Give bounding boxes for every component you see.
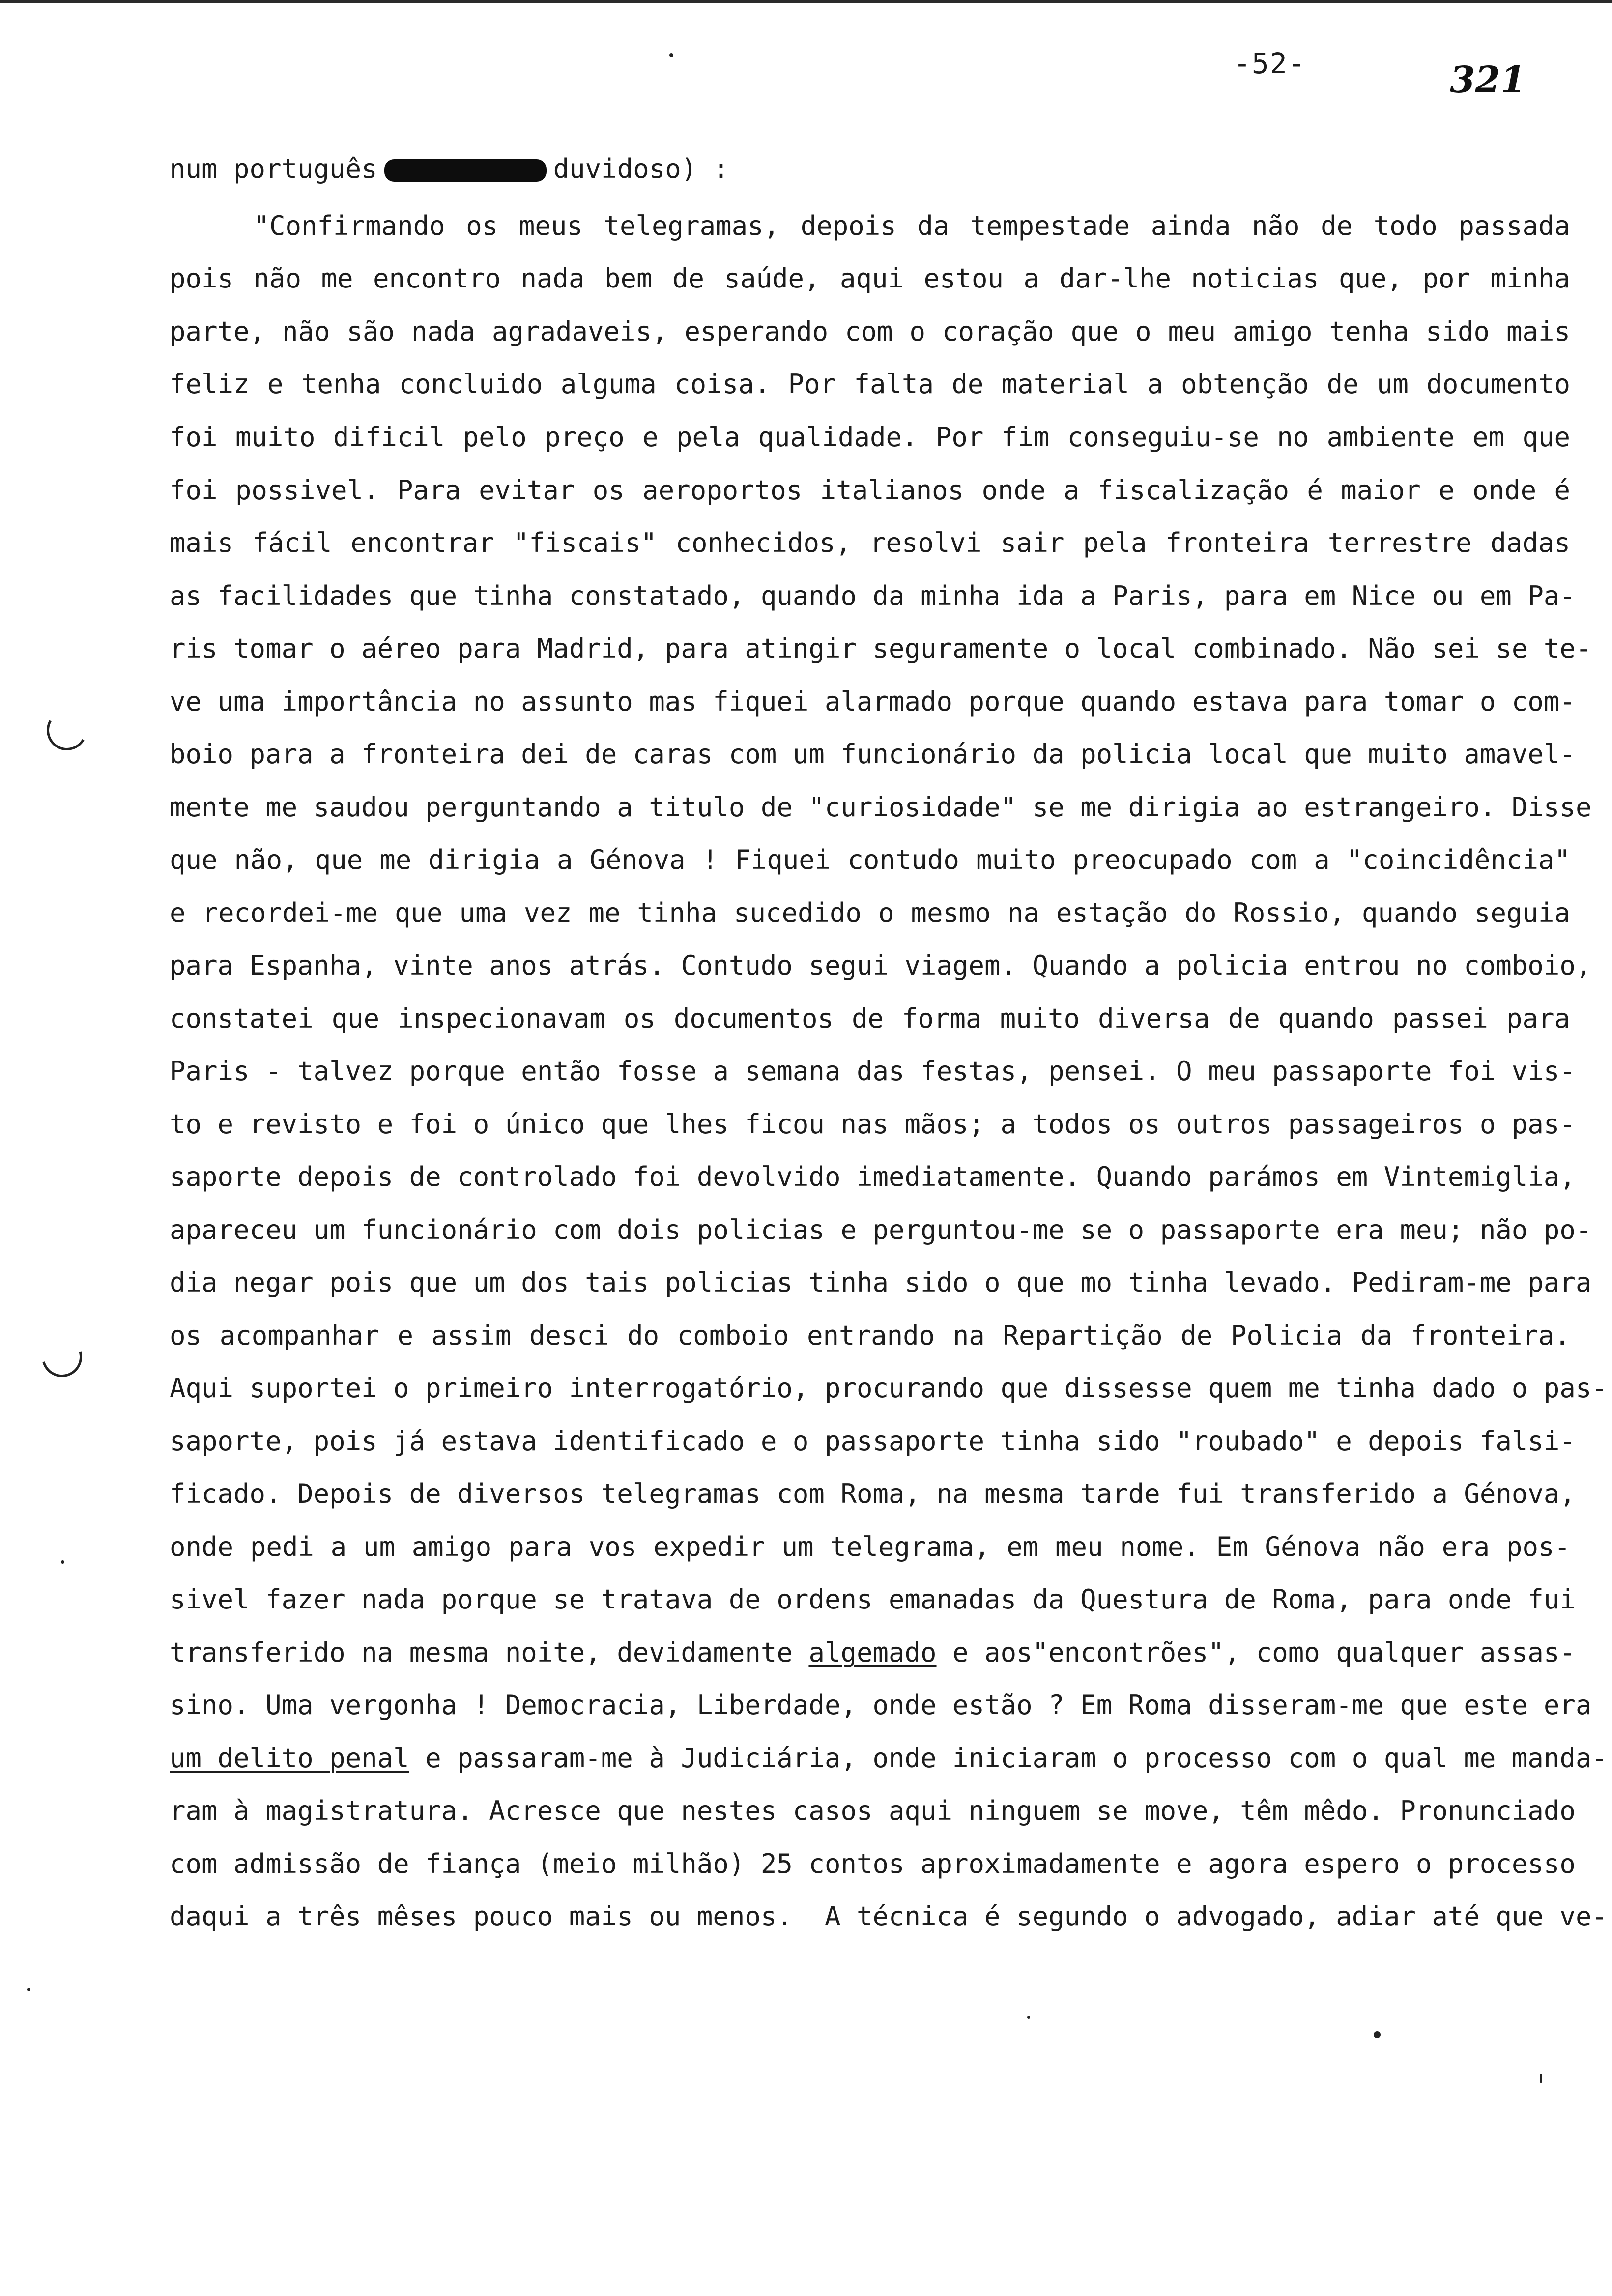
text-line: parte, não são nada agradaveis, esperando com o coração que o meu amigo tenha sido mais bbox=[170, 316, 1570, 347]
text-fragment: num português bbox=[170, 153, 377, 184]
text-line: que não, que me dirigia a Génova ! Fiquei contudo muito preocupado com a "coincidência" bbox=[170, 844, 1570, 875]
text-line: boio para a fronteira dei de caras com um funcionário da policia local que muito amavel- bbox=[170, 739, 1576, 770]
text-line: sino. Uma vergonha ! Democracia, Liberdade, onde estão ? Em Roma disseram-me que este era bbox=[170, 1690, 1592, 1721]
text-line: para Espanha, vinte anos atrás. Contudo segui viagem. Quando a policia entrou no comboio, bbox=[170, 950, 1592, 981]
text-line: feliz e tenha concluido alguma coisa. Por falta de material a obtenção de um documento bbox=[170, 369, 1570, 400]
scan-speck bbox=[1374, 2031, 1381, 2038]
text-line: as facilidades que tinha constatado, quando da minha ida a Paris, para em Nice ou em Pa- bbox=[170, 580, 1576, 611]
text-line: foi possivel. Para evitar os aeroportos italianos onde a fiscalização é maior e onde é bbox=[170, 475, 1570, 506]
text-fragment: e passaram-me à Judiciária, onde iniciaram o processo com o qual me manda- bbox=[409, 1743, 1608, 1774]
text-fragment: duvidoso) : bbox=[553, 153, 729, 184]
punch-hole-mark bbox=[34, 1329, 89, 1384]
text-line: "Confirmando os meus telegramas, depois da tempestade ainda não de todo passada bbox=[170, 210, 1570, 241]
text-line: ve uma importância no assunto mas fiquei alarmado porque quando estava para tomar o com- bbox=[170, 686, 1576, 717]
page-number: -52- bbox=[1234, 47, 1306, 80]
text-line: apareceu um funcionário com dois policias e perguntou-me se o passaporte era meu; não po- bbox=[170, 1214, 1592, 1245]
text-line: com admissão de fiança (meio milhão) 25 contos aproximadamente e agora espero o processo bbox=[170, 1848, 1576, 1879]
underlined-phrase: um delito penal bbox=[170, 1743, 409, 1774]
text-line: ficado. Depois de diversos telegramas com Roma, na mesma tarde fui transferido a Génova, bbox=[170, 1478, 1576, 1509]
text-line: os acompanhar e assim desci do comboio entrando na Repartição de Policia da fronteira. bbox=[170, 1320, 1570, 1351]
text-line: Paris - talvez porque então fosse a semana das festas, pensei. O meu passaporte foi vis- bbox=[170, 1056, 1576, 1087]
text-line: foi muito dificil pelo preço e pela qualidade. Por fim conseguiu-se no ambiente em que bbox=[170, 422, 1570, 453]
scan-speck bbox=[1540, 2074, 1542, 2083]
page-top-edge bbox=[0, 0, 1612, 3]
text-line: ris tomar o aéreo para Madrid, para atingir seguramente o local combinado. Não sei se te- bbox=[170, 633, 1592, 664]
text-line: onde pedi a um amigo para vos expedir um telegrama, em meu nome. Em Génova não era pos- bbox=[170, 1531, 1570, 1562]
text-line bbox=[170, 153, 1570, 185]
text-line: constatei que inspecionavam os documentos de forma muito diversa de quando passei para bbox=[170, 1003, 1570, 1034]
redaction-bar bbox=[384, 159, 547, 182]
text-fragment: e aos"encontrões", como qualquer assas- bbox=[936, 1637, 1576, 1668]
text-line bbox=[170, 1637, 1576, 1668]
underlined-word: algemado bbox=[808, 1637, 937, 1668]
text-line: ram à magistratura. Acresce que nestes casos aqui ninguem se move, têm mêdo. Pronunciado bbox=[170, 1795, 1576, 1826]
text-line bbox=[170, 1743, 1608, 1774]
text-line: saporte, pois já estava identificado e o passaporte tinha sido "roubado" e depois falsi- bbox=[170, 1426, 1576, 1457]
scan-speck bbox=[669, 53, 673, 57]
text-line: mais fácil encontrar "fiscais" conhecidos, resolvi sair pela fronteira terrestre dadas bbox=[170, 527, 1570, 558]
text-line: dia negar pois que um dos tais policias tinha sido o que mo tinha levado. Pediram-me para bbox=[170, 1267, 1592, 1298]
scan-speck bbox=[61, 1560, 64, 1564]
text-line: mente me saudou perguntando a titulo de "curiosidade" se me dirigia ao estrangeiro. Disse bbox=[170, 792, 1592, 823]
text-line: saporte depois de controlado foi devolvido imediatamente. Quando parámos em Vintemiglia, bbox=[170, 1161, 1576, 1192]
text-line: to e revisto e foi o único que lhes ficou nas mãos; a todos os outros passageiros o pas- bbox=[170, 1109, 1576, 1140]
text-line: e recordei-me que uma vez me tinha sucedido o mesmo na estação do Rossio, quando seguia bbox=[170, 897, 1570, 928]
scan-speck bbox=[1027, 2016, 1030, 2019]
text-line: Aqui suportei o primeiro interrogatório, procurando que dissesse quem me tinha dado o pas- bbox=[170, 1373, 1608, 1404]
handwritten-folio-number: 321 bbox=[1450, 59, 1526, 101]
text-fragment: transferido na mesma noite, devidamente bbox=[170, 1637, 809, 1668]
punch-hole-mark bbox=[42, 706, 91, 755]
scan-speck bbox=[27, 1988, 30, 1991]
text-line: pois não me encontro nada bem de saúde, aqui estou a dar-lhe noticias que, por minha bbox=[170, 263, 1570, 294]
text-line: sivel fazer nada porque se tratava de ordens emanadas da Questura de Roma, para onde fui bbox=[170, 1584, 1576, 1615]
text-line: daqui a três mêses pouco mais ou menos. A técnica é segundo o advogado, adiar até que ve- bbox=[170, 1901, 1608, 1932]
